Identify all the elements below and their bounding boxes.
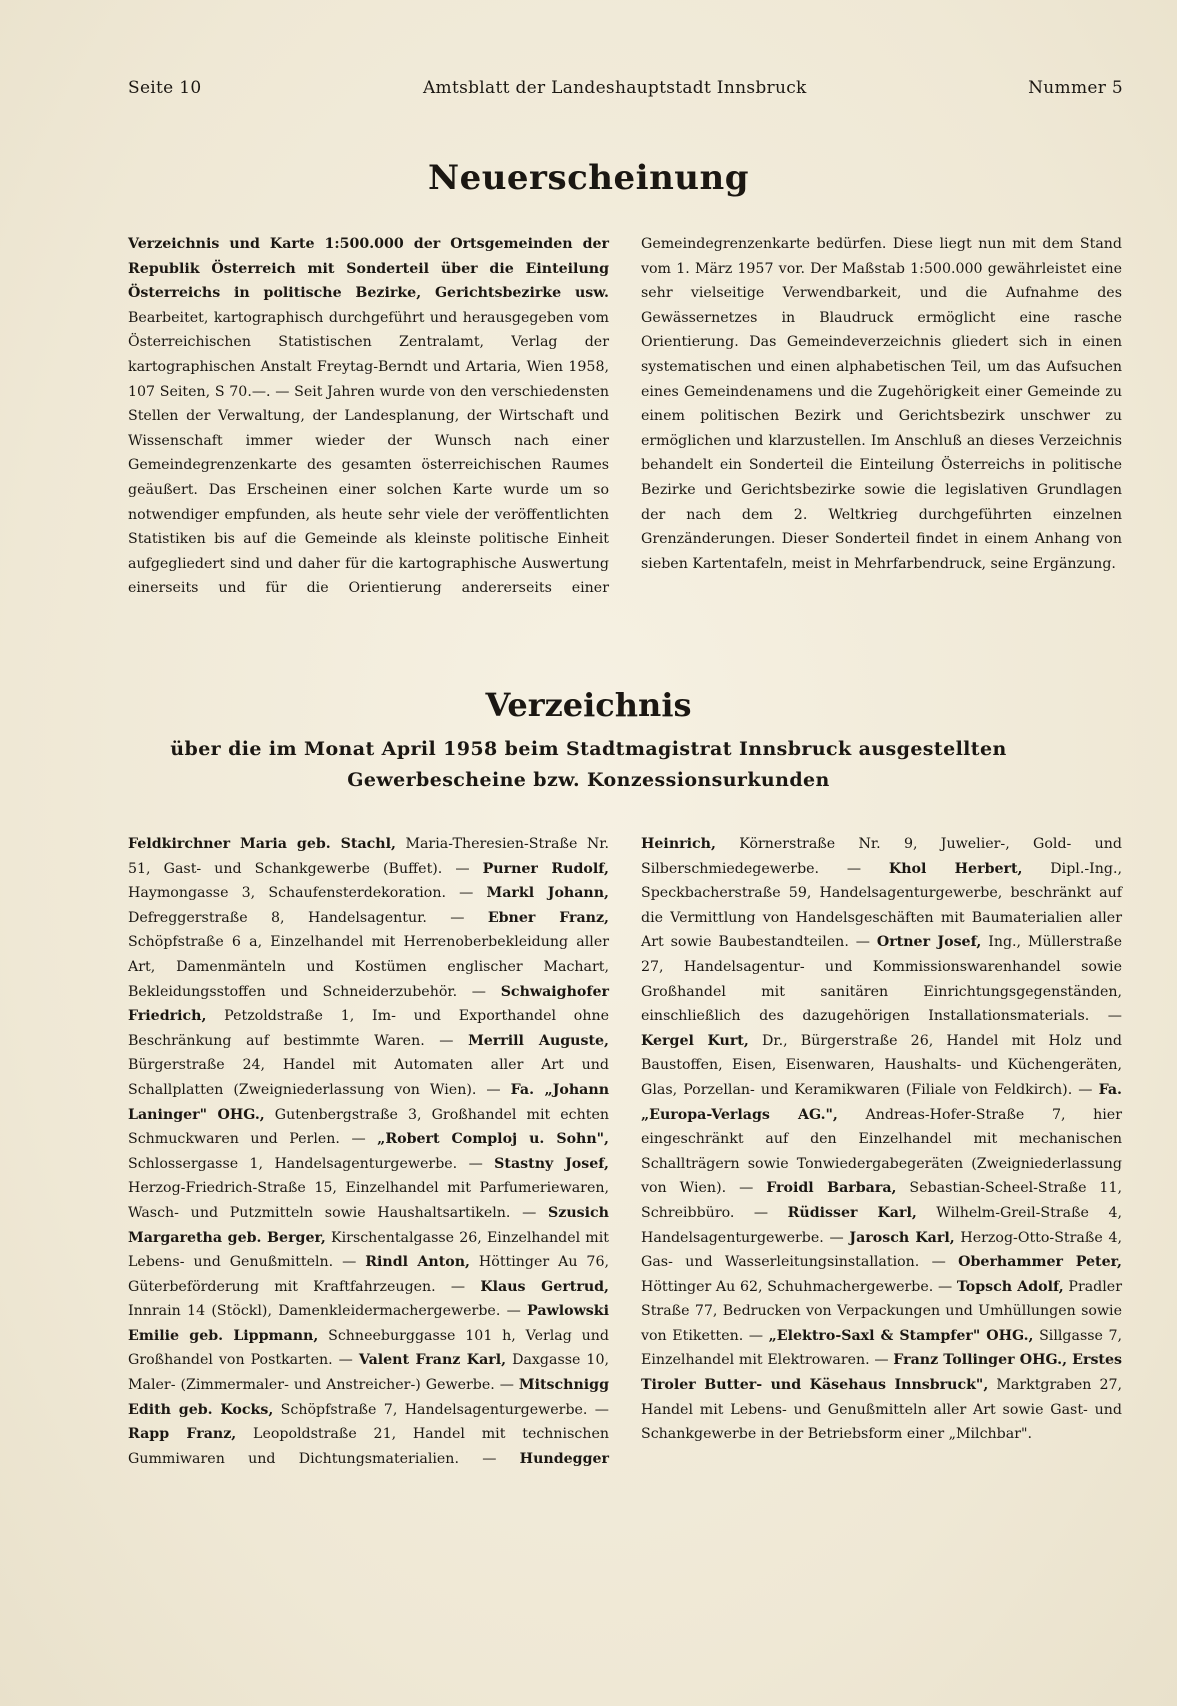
license-entry-details: Daxgasse 10, Maler- (Zimmermaler- und Anstreicher-) Gewerbe. —	[128, 1352, 609, 1394]
license-entry-name: Froidl Barbara,	[766, 1180, 897, 1197]
license-entry-details: Schneeburggasse 101 h, Verlag und Großhandel von Postkarten. —	[128, 1327, 609, 1369]
license-entry-name: Mitschnigg Edith geb. Kocks,	[128, 1377, 609, 1418]
license-entry-name: Topsch Adolf,	[956, 1278, 1064, 1295]
license-entry-name: Oberhammer Peter,	[958, 1254, 1122, 1271]
license-entry-details: Wilhelm-Greil-Straße 4, Handelsagenturgewerbe. —	[641, 1204, 1122, 1246]
licenses-subtitle-line1: über die im Monat April 1958 beim Stadtmagistrat Innsbruck ausgestellten	[170, 738, 1007, 760]
license-entry-name: Ebner Franz,	[487, 909, 609, 926]
license-entry-details: Marktgraben 27, Handel mit Lebens- und Genußmitteln aller Art sowie Gast- und Schankgewerbe in der Betriebsform einer „Milchbar".	[641, 1377, 1123, 1443]
license-entry-name: Szusich Margaretha geb. Berger,	[128, 1204, 609, 1246]
license-entry-details: Defreggerstraße 8, Handelsagentur. —	[128, 909, 488, 926]
license-entry-name: Fa. „Johann Laninger" OHG.,	[128, 1081, 610, 1123]
license-entry-details: Gutenbergstraße 3, Großhandel mit echten Schmuckwaren und Perlen. —	[128, 1106, 609, 1148]
license-entry-name: Schwaighofer Friedrich,	[128, 983, 609, 1025]
license-entry-name: Rüdisser Karl,	[787, 1204, 917, 1221]
license-entry-details: Herzog-Friedrich-Straße 15, Einzelhandel mit Parfumeriewaren, Wasch- und Putzmitteln sowie Haushaltsartikeln. —	[128, 1180, 609, 1221]
page-number: Seite 10	[128, 78, 202, 98]
license-entry-details: Dr., Bürgerstraße 26, Handel mit Holz und Baustoffen, Eisen, Eisenwaren, Haushalts- und Küchengeräten, Glas, Porzellan- und Keramikwaren (Filiale von Feldkirch). —	[641, 1032, 1122, 1098]
issue-number: Nummer 5	[1028, 78, 1123, 98]
license-entry-name: Purner Rudolf,	[482, 860, 609, 877]
license-entry-details: Ing., Müllerstraße 27, Handelsagentur- und Kommissionswarenhandel sowie Großhandel mit sanitären Einrichtungsgegenständen, einschließlich des dazugehörigen Installationsmaterials. —	[641, 934, 1122, 1025]
license-entry-name: „Robert Comploj u. Sohn",	[377, 1131, 609, 1148]
license-entry-name: Rapp Franz,	[128, 1426, 237, 1443]
license-entry-name: „Elektro-Saxl & Stampfer" OHG.,	[768, 1327, 1034, 1344]
license-entry-name: Pawlowski Emilie geb. Lippmann,	[128, 1303, 609, 1344]
license-entry-details: Schöpfstraße 7, Handelsagenturgewerbe. —	[273, 1401, 609, 1418]
license-entry-name: Hundegger Heinrich,	[519, 836, 716, 1467]
licenses-paragraph	[128, 832, 1122, 1477]
license-entry-name: Markl Johann,	[486, 885, 609, 902]
license-entry-details: Andreas-Hofer-Straße 7, hier eingeschränkt auf den Einzelhandel mit mechanischen Schallträgern sowie Tonwiedergabegeräten (Zweigniederlassung von Wien). —	[641, 1106, 1122, 1197]
license-entry-details: Maria-Theresien-Straße Nr. 51, Gast- und Schankgewerbe (Buffet). —	[128, 836, 609, 877]
license-entry-details: Kirschentalgasse 26, Einzelhandel mit Lebens- und Genußmitteln. —	[128, 1229, 609, 1271]
new-publication-heading: Neuerscheinung	[427, 158, 750, 198]
license-entry-details: Innrain 14 (Stöckl), Damenkleidermachergewerbe. —	[128, 1303, 528, 1320]
licenses-list	[128, 832, 1122, 1477]
license-entry-name: Ortner Josef,	[876, 934, 982, 951]
license-entry-name: Valent Franz Karl,	[358, 1352, 507, 1369]
license-entry-details: Dipl.-Ing., Speckbacherstraße 59, Handelsagenturgewerbe, beschränkt auf die Vermittlung von Handelsgeschäften mit Baumaterialien aller Art sowie Baubestandteilen. —	[641, 860, 1122, 951]
license-entry-details: Schöpfstraße 6 a, Einzelhandel mit Herrenoberbekleidung aller Art, Damenmänteln und Kostümen englischer Machart, Bekleidungsstoffen und Schneiderzubehör. —	[128, 934, 609, 1000]
license-entry-name: Stastny Josef,	[494, 1155, 609, 1172]
license-entry-details: Herzog-Otto-Straße 4, Gas- und Wasserleitungsinstallation. —	[641, 1229, 1122, 1271]
license-entry-name: Klaus Gertrud,	[480, 1278, 609, 1295]
license-entry-details: Körnerstraße Nr. 9, Juwelier-, Gold- und Silberschmiedegewerbe. —	[641, 836, 1122, 877]
license-entry-details: Schlossergasse 1, Handelsagenturgewerbe. —	[128, 1155, 495, 1172]
license-entry-details: Bürgerstraße 24, Handel mit Automaten aller Art und Schallplatten (Zweigniederlassung von Wien). —	[128, 1057, 609, 1098]
license-entry-name: Kergel Kurt,	[641, 1032, 749, 1049]
page-header	[128, 78, 1123, 98]
license-entry-details: Sillgasse 7, Einzelhandel mit Elektrowaren. —	[641, 1327, 1123, 1369]
license-entry-name: Feldkirchner Maria geb. Stachl,	[128, 836, 396, 852]
publication-title: Amtsblatt der Landeshauptstadt Innsbruck	[422, 78, 807, 98]
new-publication-paragraph	[128, 232, 1122, 604]
license-entry-details: Leopoldstraße 21, Handel mit technischen Gummiwaren und Dichtungsmaterialien. —	[128, 1426, 609, 1467]
publication-title-bold: Verzeichnis und Karte 1:500.000 der Ortsgemeinden der Republik Österreich mit Sonderteil über die Einteilung Österreichs in politische Bezirke, Gerichtsbezirke usw.	[128, 236, 609, 302]
license-entry-details: Petzoldstraße 1, Im- und Exporthandel ohne Beschränkung auf bestimmte Waren. —	[128, 1008, 609, 1049]
license-entry-details: Haymongasse 3, Schaufensterdekoration. —	[128, 885, 487, 902]
license-entry-details: Höttinger Au 62, Schuhmachergewerbe. —	[641, 1278, 957, 1295]
license-entry-details: Pradler Straße 77, Bedrucken von Verpackungen und Umhüllungen sowie von Etiketten. —	[641, 1278, 1122, 1344]
licenses-subtitle-line2: Gewerbescheine bzw. Konzessionsurkunden	[347, 769, 830, 791]
license-entry-name: Khol Herbert,	[888, 860, 1023, 877]
license-entry-name: Franz Tollinger OHG., Erstes Tiroler Butter- und Käsehaus Innsbruck",	[641, 1352, 1122, 1394]
license-entry-name: Fa. „Europa-Verlags AG.",	[641, 1081, 1122, 1123]
license-entry-name: Jarosch Karl,	[849, 1229, 955, 1246]
license-entry-details: Höttinger Au 76, Güterbeförderung mit Kraftfahrzeugen. —	[128, 1254, 609, 1295]
license-entry-name: Merrill Auguste,	[468, 1032, 609, 1049]
license-entry-details: Sebastian-Scheel-Straße 11, Schreibbüro. —	[641, 1180, 1122, 1221]
license-entry-name: Rindl Anton,	[365, 1254, 470, 1271]
publication-body: Bearbeitet, kartographisch durchgeführt und herausgegeben vom Österreichischen Statistischen Zentralamt, Verlag der kartographischen Anstalt Freytag-Berndt und Artaria, Wien 1958, 107 Seiten, S 70.—. — Seit Jahren wurde von den verschiedensten Stellen der Verwaltung, der Landesplanung, der Wirtschaft und Wissenschaft immer wieder der Wunsch nach einer Gemeindegrenzenkarte des gesamten österreichischen Raumes geäußert. Das Erscheinen einer solchen Karte wurde um so notwendiger empfunden, als heute sehr viele der veröffentlichten Statistiken bis auf die Gemeinde als kleinste politische Einheit aufgegliedert sind und daher für die kartographische Auswertung einerseits und für die Orientierung andererseits einer Gemeindegrenzenkarte bedürfen. Diese liegt nun mit dem Stand vom 1. März 1957 vor. Der Maßstab 1:500.000 gewährleistet eine sehr vielseitige Verwendbarkeit, und die Aufnahme des Gewässernetzes in Blaudruck ermöglicht eine rasche Orientierung. Das Gemeindeverzeichnis gliedert sich in einen systematischen und einen alphabetischen Teil, um das Aufsuchen eines Gemeindenamens und die Zugehörigkeit einer Gemeinde zu einem politischen Bezirk und Gerichtsbezirk unschwer zu ermöglichen und klarzustellen. Im Anschluß an dieses Verzeichnis behandelt ein Sonderteil die Einteilung Österreichs in politische Bezirke und Gerichtsbezirke sowie die legislativen Grundlagen der nach dem 2. Weltkrieg durchgeführten einzelnen Grenzänderungen. Dieser Sonderteil findet in einem Anhang von sieben Kartentafeln, meist in Mehrfarbendruck, seine Ergänzung.	[128, 236, 1122, 597]
new-publication-text	[128, 232, 1122, 604]
licenses-heading: Verzeichnis	[485, 686, 692, 724]
